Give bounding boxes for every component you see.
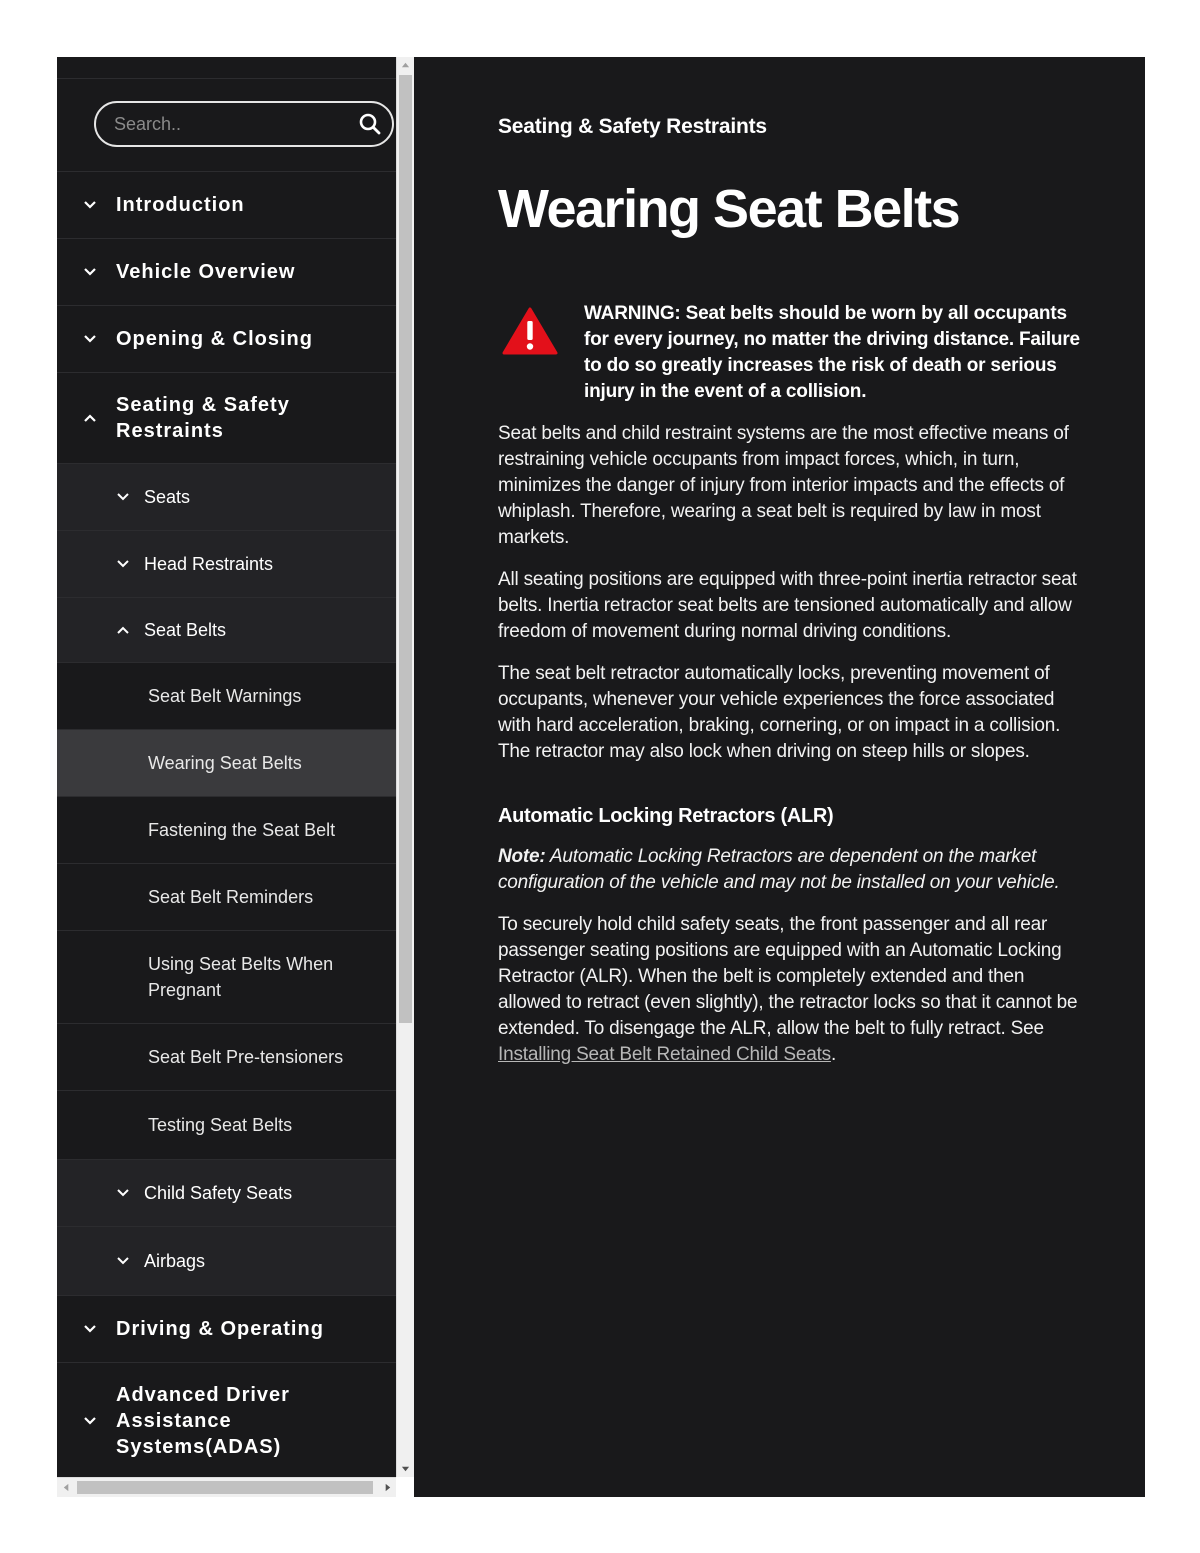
sidebar-item-label: Seat Belt Warnings — [148, 686, 302, 706]
sidebar-item-seat-belts[interactable] — [57, 598, 396, 663]
sidebar-item-label: Child Safety Seats — [144, 1183, 293, 1203]
search-row — [57, 79, 396, 172]
chevron-down-icon — [115, 556, 131, 572]
chevron-down-icon — [81, 196, 99, 214]
alr-paragraph-end: . — [830, 1044, 837, 1065]
sidebar-item-label: Vehicle Overview — [116, 261, 296, 283]
chevron-down-icon — [81, 1320, 99, 1338]
sidebar-item-label: Testing Seat Belts — [148, 1115, 293, 1135]
installing-child-seats-link[interactable]: Installing Seat Belt Retained Child Seats — [498, 1044, 831, 1065]
sidebar-horizontal-scrollbar[interactable] — [57, 1477, 396, 1497]
search-icon[interactable] — [358, 112, 382, 136]
sidebar-item-seat-belt-warnings[interactable] — [57, 663, 396, 730]
chevron-down-icon — [115, 1253, 131, 1269]
note-text: Automatic Locking Retractors are dependent on the market configuration of the vehicle and may not be installed on your vehicle. — [498, 846, 1060, 893]
sidebar-item-label: Wearing Seat Belts — [148, 753, 302, 773]
vertical-scroll-thumb[interactable] — [399, 75, 412, 1023]
warning-text: WARNING: Seat belts should be worn by all occupants for every journey, no matter the driving distance. Failure to do so greatly increases the risk of death or serious injury in the event of a collision. — [584, 303, 1080, 402]
sidebar-item-label: Seat Belt Reminders — [148, 887, 314, 907]
sidebar-item-opening-closing[interactable] — [57, 306, 396, 373]
chevron-down-icon — [115, 1185, 131, 1201]
sidebar-item-seating-safety[interactable] — [57, 373, 396, 464]
sidebar-item-airbags[interactable] — [57, 1227, 396, 1296]
sidebar-item-head-restraints[interactable] — [57, 531, 396, 598]
alr-paragraph-text: To securely hold child safety seats, the front passenger and all rear passenger seating positions are equipped with an Automatic Locking Retractor (ALR). When the belt is completely extended and then allowed to retract (even slightly), the retractor locks so that it cannot be extended. To disengage the ALR, allow the belt to fully retract. See — [498, 914, 1078, 1039]
sidebar-item-label: Opening & Closing — [116, 328, 313, 350]
paragraph: The seat belt retractor automatically locks, preventing movement of occupants, whenever your vehicle experiences the force associated with hard acceleration, braking, cornering, or on impact in a collision. The retractor may also lock when driving on steep hills or slopes. — [498, 663, 1061, 762]
breadcrumb: Seating & Safety Restraints — [498, 115, 767, 138]
scroll-right-arrow-icon[interactable] — [378, 1478, 396, 1497]
main-content — [414, 57, 1145, 1497]
sidebar-item-fastening-seat-belt[interactable] — [57, 797, 396, 864]
sidebar-item-vehicle-overview[interactable] — [57, 239, 396, 306]
sidebar-item-seats[interactable] — [57, 464, 396, 531]
sidebar-item-driving-operating[interactable] — [57, 1296, 396, 1363]
sidebar-item-label: Seats — [144, 487, 191, 507]
article — [498, 57, 1080, 1068]
horizontal-scroll-thumb[interactable] — [77, 1481, 373, 1494]
sidebar-item-seat-belt-pretensioners[interactable] — [57, 1024, 396, 1091]
sidebar-item-adas[interactable] — [57, 1363, 396, 1477]
search-box — [94, 101, 394, 147]
sidebar-item-seat-belt-reminders[interactable] — [57, 864, 396, 931]
sidebar-item-label: Advanced Driver Assistance Systems(ADAS) — [116, 1384, 290, 1458]
sidebar-item-label: Fastening the Seat Belt — [148, 820, 336, 840]
sidebar-nav — [57, 57, 396, 1477]
sidebar-panel — [57, 57, 414, 1497]
alr-paragraph — [498, 912, 1080, 1068]
sidebar-item-label: Seat Belts — [144, 620, 227, 640]
section-heading: Automatic Locking Retractors (ALR) — [498, 805, 834, 827]
chevron-down-icon — [115, 489, 131, 505]
sidebar-item-label: Seat Belt Pre-tensioners — [148, 1047, 344, 1067]
sidebar-item-label: Head Restraints — [144, 554, 274, 574]
sidebar-item-label: Introduction — [116, 194, 245, 216]
chevron-down-icon — [81, 263, 99, 281]
note-label: Note: — [498, 846, 546, 867]
note-paragraph — [498, 844, 1080, 896]
sidebar-item-introduction[interactable] — [57, 172, 396, 239]
chevron-down-icon — [81, 330, 99, 348]
sidebar-item-label: Driving & Operating — [116, 1318, 324, 1340]
chevron-up-icon — [115, 622, 131, 638]
sidebar-top-strip — [57, 57, 396, 79]
paragraph: All seating positions are equipped with three-point inertia retractor seat belts. Inertia retractor seat belts are tensioned automatically and allow freedom of movement during normal driving conditions. — [498, 569, 1077, 642]
sidebar-item-label: Using Seat Belts When Pregnant — [148, 954, 334, 1000]
warning-triangle-icon — [502, 307, 558, 355]
sidebar-item-label: Airbags — [144, 1251, 206, 1271]
scroll-up-arrow-icon[interactable] — [397, 57, 414, 74]
sidebar-item-label: Seating & Safety Restraints — [116, 394, 290, 442]
paragraph: Seat belts and child restraint systems are the most effective means of restraining vehicle occupants from impact forces, which, in turn, minimizes the danger of injury from interior impacts and the effects of whiplash. Therefore, wearing a seat belt is required by law in most markets. — [498, 423, 1069, 548]
sidebar-item-wearing-seat-belts[interactable] — [57, 730, 396, 797]
scroll-down-arrow-icon[interactable] — [397, 1460, 414, 1477]
warning-callout — [498, 301, 1080, 405]
sidebar-item-seat-belts-pregnant[interactable] — [57, 931, 396, 1024]
scroll-left-arrow-icon[interactable] — [57, 1478, 75, 1497]
sidebar-vertical-scrollbar[interactable] — [396, 57, 414, 1477]
sidebar-item-child-safety-seats[interactable] — [57, 1160, 396, 1227]
page-title: Wearing Seat Belts — [498, 179, 960, 239]
chevron-down-icon — [81, 1412, 99, 1430]
sidebar-item-testing-seat-belts[interactable] — [57, 1091, 396, 1160]
search-input[interactable] — [96, 113, 358, 136]
chevron-up-icon — [81, 409, 99, 427]
